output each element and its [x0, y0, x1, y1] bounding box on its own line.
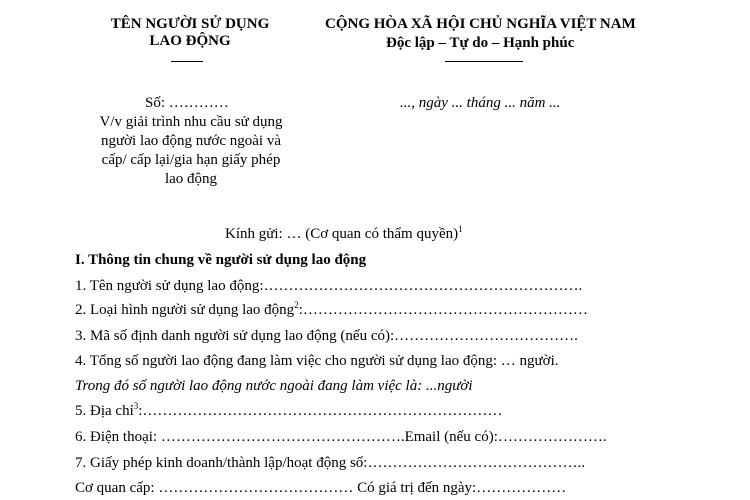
doc-number: Số: …………: [145, 95, 229, 111]
field-employer-id: 3. Mã số định danh người sử dụng lao động (nếu có):……………………………….: [75, 328, 578, 344]
field-phone-email: 6. Điện thoại: ………………………………………….Email (nếu có):………………….: [75, 429, 607, 445]
field-total-workers: 4. Tổng số người lao động đang làm việc cho người sử dụng lao động: … người.: [75, 353, 559, 369]
employer-title: [85, 16, 295, 50]
field-address: [75, 403, 502, 420]
footnote-2: 2: [294, 300, 299, 310]
footnote-3: 3: [133, 401, 139, 411]
field-address-fill: :………………………………………………………………: [138, 403, 503, 419]
field-employer-type-label: 2. Loại hình người sử dụng lao động: [75, 302, 295, 318]
footnote-1: 1: [458, 224, 463, 234]
subject-line-2: người lao động nước ngoài và: [100, 133, 281, 149]
employer-title-line-2: LAO ĐỘNG: [149, 33, 231, 49]
field-employer-name: 1. Tên người sử dụng lao động:……………………………………………………….: [75, 278, 583, 294]
employer-title-line-1: TÊN NGƯỜI SỬ DỤNG: [110, 16, 270, 32]
subject-block: [75, 113, 307, 189]
motto-underline: [445, 61, 523, 62]
subject-line-3: cấp/ cấp lại/gia hạn giấy phép: [101, 152, 281, 168]
subject-line-4: lao động: [164, 171, 218, 187]
date-line: ..., ngày ... tháng ... năm ...: [400, 95, 561, 111]
motto: Độc lập – Tự do – Hạnh phúc: [386, 35, 575, 51]
recipient: [225, 226, 463, 243]
field-employer-type-fill: :…………………………………………………: [298, 302, 588, 318]
recipient-text: Kính gửi: … (Cơ quan có thẩm quyền): [225, 226, 459, 242]
field-issuing-authority: Cơ quan cấp: ………………………………… Có giá trị đến ngày:………………: [75, 480, 567, 496]
employer-title-underline: [171, 61, 203, 62]
republic-title: CỘNG HÒA XÃ HỘI CHỦ NGHĨA VIỆT NAM: [325, 16, 636, 32]
subject-line-1: V/v giải trình nhu cầu sử dụng: [99, 114, 283, 130]
section-1-heading: I. Thông tin chung về người sử dụng lao động: [75, 252, 367, 268]
field-foreign-workers: Trong đó số người lao động nước ngoài đang làm việc là: ...người: [75, 378, 473, 394]
field-employer-type: [75, 302, 588, 319]
field-address-label: 5. Địa chỉ: [75, 403, 134, 419]
field-business-license: 7. Giấy phép kinh doanh/thành lập/hoạt động số:……………………………………..: [75, 455, 585, 471]
